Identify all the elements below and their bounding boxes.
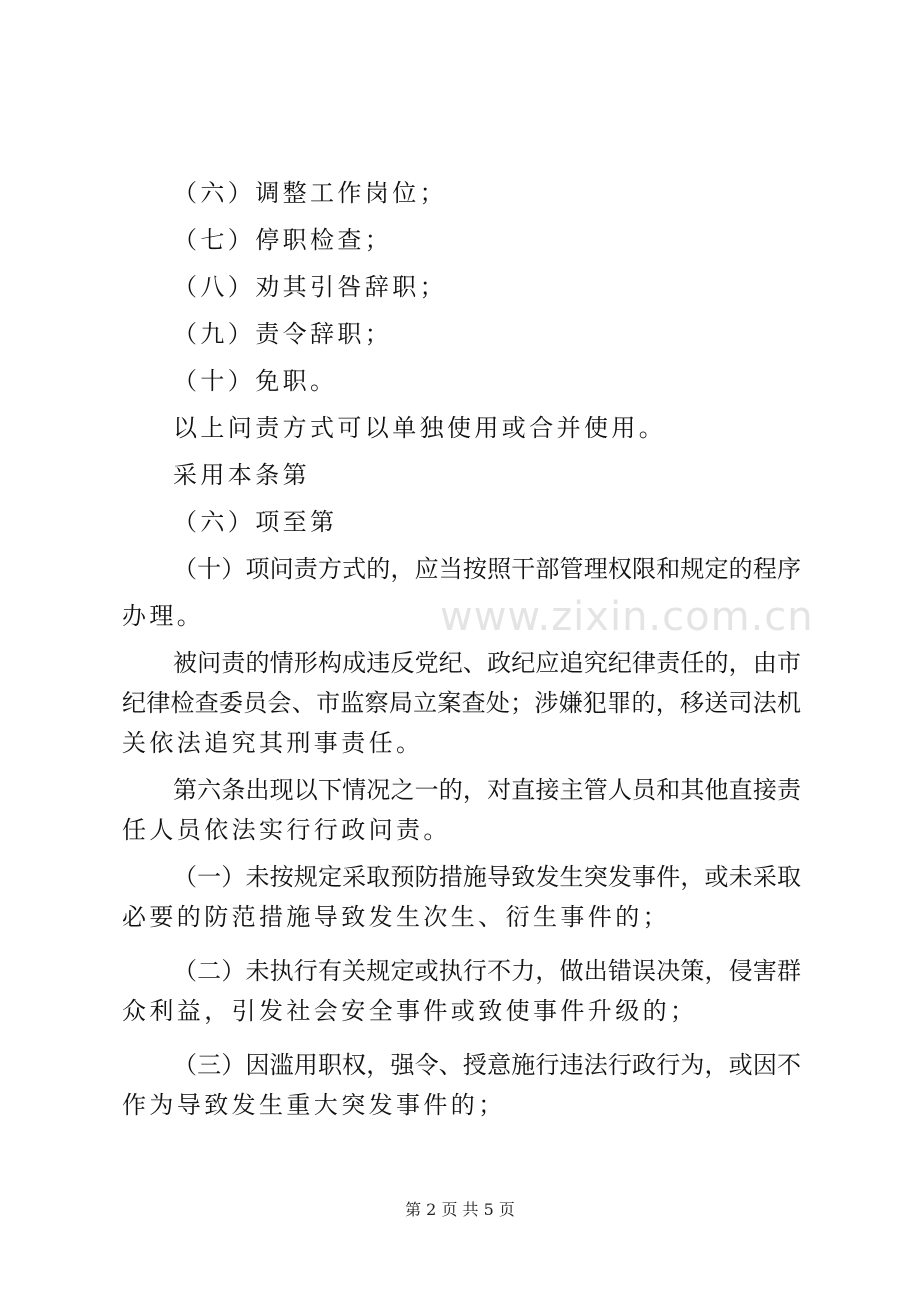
page-number-footer: 第 2 页 共 5 页: [405, 1200, 515, 1219]
text-line: 作为导致发生重大突发事件的；: [122, 1091, 506, 1119]
text-line: 被问责的情形构成违反党纪、政纪应追究纪律责任的，由市: [173, 649, 801, 677]
text-line: 第六条出现以下情况之一的，对直接主管人员和其他直接责: [173, 776, 801, 804]
text-line: 必要的防范措施导致发生次生、衍生事件的；: [122, 903, 670, 931]
text-line: 任人员依法实行行政问责。: [122, 816, 451, 844]
text-line: 关依法追究其刑事责任。: [122, 729, 424, 757]
text-line: （三）因滥用职权，强令、授意施行违法行政行为，或因不: [173, 1051, 801, 1079]
text-line: （六）项至第: [173, 508, 338, 536]
text-line: （九）责令辞职；: [173, 320, 393, 348]
text-line: 采用本条第: [173, 461, 310, 489]
text-line: （七）停职检查；: [173, 226, 393, 254]
text-line: （一）未按规定采取预防措施导致发生突发事件，或未采取: [173, 863, 801, 891]
text-line: 众利益，引发社会安全事件或致使事件升级的；: [122, 997, 698, 1025]
text-line: 办理。: [122, 602, 205, 630]
text-line: （八）劝其引咎辞职；: [173, 273, 447, 301]
text-line: 纪律检查委员会、市监察局立案查处；涉嫌犯罪的，移送司法机: [122, 689, 801, 717]
text-line: （二）未执行有关规定或执行不力，做出错误决策，侵害群: [173, 957, 801, 985]
watermark: www.zixin.com.cn: [440, 594, 814, 640]
text-line: （十）项问责方式的，应当按照干部管理权限和规定的程序: [173, 555, 801, 583]
text-line: （十）免职。: [173, 367, 338, 395]
text-line: 以上问责方式可以单独使用或合并使用。: [173, 414, 667, 442]
text-line: （六）调整工作岗位；: [173, 179, 447, 207]
